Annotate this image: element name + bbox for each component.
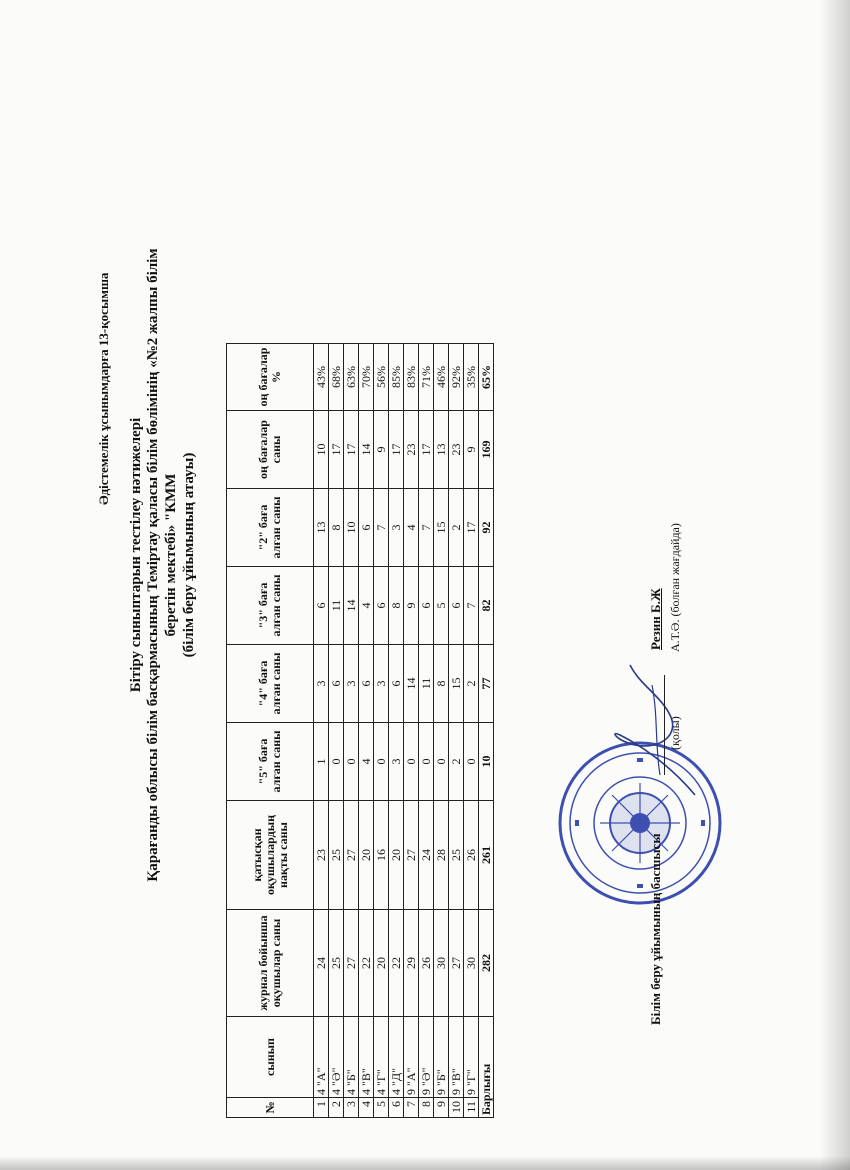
total-participated: 261: [479, 801, 494, 910]
cell-g4: 15: [449, 645, 464, 723]
cell-g4: 3: [374, 645, 389, 723]
cell-journal: 27: [449, 910, 464, 1017]
signature-line: [664, 675, 665, 775]
cell-pct: 56%: [374, 344, 389, 411]
cell-g2: 17: [464, 489, 479, 567]
row-number: 10: [449, 1098, 464, 1118]
header-participated: қатысқан оқушылардың нақты саны: [227, 801, 314, 910]
organization-line-2: беретін мектебі» "КММ: [163, 473, 179, 637]
total-g2: 92: [479, 489, 494, 567]
total-positive-pct: 65%: [479, 344, 494, 411]
signature-caption: (қолы): [668, 716, 682, 750]
cell-pos: 14: [359, 411, 374, 489]
cell-g2: 15: [434, 489, 449, 567]
header-class: сынып: [227, 1017, 314, 1098]
cell-participated: 26: [464, 801, 479, 910]
cell-g2: 8: [329, 489, 344, 567]
cell-g3: 8: [389, 567, 404, 645]
cell-g2: 7: [419, 489, 434, 567]
header-grade4: "4" баға алған саны: [227, 645, 314, 723]
row-class: 4 "А": [314, 1017, 329, 1098]
cell-participated: 23: [314, 801, 329, 910]
scan-bottom-shadow: [0, 1156, 850, 1170]
cell-pos: 17: [329, 411, 344, 489]
table-row: [464, 344, 479, 1118]
cell-participated: 25: [329, 801, 344, 910]
cell-g3: 5: [434, 567, 449, 645]
cell-g2: 10: [344, 489, 359, 567]
header-grade5: "5" баға алған саны: [227, 723, 314, 801]
cell-g5: 3: [389, 723, 404, 801]
total-label: Барлығы: [479, 1017, 494, 1118]
cell-g2: 2: [449, 489, 464, 567]
row-class: 9 "Г": [464, 1017, 479, 1098]
signature-title: Білім беру ұйымының басшысы: [648, 833, 663, 1025]
total-positive: 169: [479, 411, 494, 489]
cell-journal: 24: [314, 910, 329, 1017]
table-body: [314, 344, 479, 1118]
cell-g5: 0: [419, 723, 434, 801]
cell-g3: 4: [359, 567, 374, 645]
row-number: 3: [344, 1098, 359, 1118]
row-class: 4 "Г": [374, 1017, 389, 1098]
cell-pct: 46%: [434, 344, 449, 411]
row-number: 7: [404, 1098, 419, 1118]
table-row: [389, 344, 404, 1118]
cell-g5: 2: [449, 723, 464, 801]
row-number: 1: [314, 1098, 329, 1118]
cell-g3: 11: [329, 567, 344, 645]
cell-g2: 7: [374, 489, 389, 567]
cell-g5: 0: [329, 723, 344, 801]
table-row: [404, 344, 419, 1118]
table-row: [449, 344, 464, 1118]
cell-journal: 29: [404, 910, 419, 1017]
row-number: 4: [359, 1098, 374, 1118]
header-positive-pct: оң бағалар %: [227, 344, 314, 411]
cell-g2: 3: [389, 489, 404, 567]
row-class: 4 "Ә": [329, 1017, 344, 1098]
table-row: [314, 344, 329, 1118]
row-number: 6: [389, 1098, 404, 1118]
cell-pos: 10: [314, 411, 329, 489]
cell-pos: 9: [464, 411, 479, 489]
cell-pct: 83%: [404, 344, 419, 411]
organization-caption: (білім беру ұйымының атауы): [181, 452, 197, 658]
header-no: №: [227, 1098, 314, 1118]
cell-pos: 17: [344, 411, 359, 489]
row-class: 4 "Б": [344, 1017, 359, 1098]
cell-g5: 1: [314, 723, 329, 801]
table-row: [359, 344, 374, 1118]
cell-g5: 0: [434, 723, 449, 801]
cell-pos: 23: [404, 411, 419, 489]
table-header-row: [227, 344, 314, 1118]
cell-g4: 3: [344, 645, 359, 723]
table-row: [344, 344, 359, 1118]
cell-pct: 92%: [449, 344, 464, 411]
cell-g4: 6: [389, 645, 404, 723]
document-title: Бітіру сыныптарын тестілеу нәтижелері: [128, 417, 144, 693]
cell-g4: 8: [434, 645, 449, 723]
cell-participated: 20: [359, 801, 374, 910]
header-grade2: "2" баға алған саны: [227, 489, 314, 567]
cell-g4: 3: [314, 645, 329, 723]
cell-journal: 22: [389, 910, 404, 1017]
cell-g3: 6: [419, 567, 434, 645]
cell-pos: 9: [374, 411, 389, 489]
header-grade3: "3" баға алған саны: [227, 567, 314, 645]
row-number: 2: [329, 1098, 344, 1118]
cell-pct: 43%: [314, 344, 329, 411]
cell-journal: 26: [419, 910, 434, 1017]
organization-line: Қарағанды облысы білім басқармасының Теміртау қаласы білім бөлімінің «№2 жалпы білім: [145, 248, 161, 882]
row-class: 9 "Ә": [419, 1017, 434, 1098]
cell-pct: 68%: [329, 344, 344, 411]
row-number: 9: [434, 1098, 449, 1118]
total-g3: 82: [479, 567, 494, 645]
cell-journal: 25: [329, 910, 344, 1017]
table-row: [329, 344, 344, 1118]
cell-g4: 6: [329, 645, 344, 723]
row-number: 11: [464, 1098, 479, 1118]
appendix-note: Әдістемелік ұсынымдарға 13-қосымша: [96, 272, 111, 505]
cell-g3: 14: [344, 567, 359, 645]
cell-pos: 23: [449, 411, 464, 489]
cell-g3: 6: [314, 567, 329, 645]
cell-pct: 70%: [359, 344, 374, 411]
cell-g5: 0: [374, 723, 389, 801]
results-table: [226, 343, 494, 1118]
cell-pct: 35%: [464, 344, 479, 411]
cell-participated: 27: [344, 801, 359, 910]
cell-participated: 25: [449, 801, 464, 910]
cell-g3: 6: [449, 567, 464, 645]
scan-edge-shadow: [820, 0, 850, 1170]
cell-pos: 13: [434, 411, 449, 489]
cell-pos: 17: [419, 411, 434, 489]
cell-g5: 0: [404, 723, 419, 801]
header-positive: оң бағалар саны: [227, 411, 314, 489]
cell-g5: 0: [344, 723, 359, 801]
cell-participated: 28: [434, 801, 449, 910]
cell-g5: 0: [464, 723, 479, 801]
total-journal: 282: [479, 910, 494, 1017]
cell-g2: 4: [404, 489, 419, 567]
cell-pct: 85%: [389, 344, 404, 411]
cell-journal: 20: [374, 910, 389, 1017]
table-row: [374, 344, 389, 1118]
total-g5: 10: [479, 723, 494, 801]
cell-g3: 7: [464, 567, 479, 645]
cell-participated: 27: [404, 801, 419, 910]
total-g4: 77: [479, 645, 494, 723]
cell-g3: 9: [404, 567, 419, 645]
cell-pct: 71%: [419, 344, 434, 411]
cell-journal: 27: [344, 910, 359, 1017]
row-class: 4 "Д": [389, 1017, 404, 1098]
cell-g4: 11: [419, 645, 434, 723]
cell-journal: 30: [464, 910, 479, 1017]
cell-g2: 6: [359, 489, 374, 567]
cell-g4: 14: [404, 645, 419, 723]
row-class: 9 "В": [449, 1017, 464, 1098]
row-class: 9 "А": [404, 1017, 419, 1098]
cell-journal: 30: [434, 910, 449, 1017]
cell-journal: 22: [359, 910, 374, 1017]
header-journal: журнал бойынша оқушылар саны: [227, 910, 314, 1017]
signer-name: Резин Б.Ж: [648, 588, 663, 650]
cell-g4: 6: [359, 645, 374, 723]
row-number: 5: [374, 1098, 389, 1118]
total-row: [479, 344, 494, 1118]
cell-g4: 2: [464, 645, 479, 723]
cell-pos: 17: [389, 411, 404, 489]
row-class: 4 "В": [359, 1017, 374, 1098]
cell-participated: 16: [374, 801, 389, 910]
cell-g3: 6: [374, 567, 389, 645]
cell-pct: 63%: [344, 344, 359, 411]
table-row: [434, 344, 449, 1118]
row-number: 8: [419, 1098, 434, 1118]
cell-participated: 24: [419, 801, 434, 910]
table-row: [419, 344, 434, 1118]
cell-g2: 13: [314, 489, 329, 567]
name-caption: А.Т.Ә. (болған жағдайда): [668, 523, 682, 652]
row-class: 9 "Б": [434, 1017, 449, 1098]
cell-g5: 4: [359, 723, 374, 801]
cell-participated: 20: [389, 801, 404, 910]
